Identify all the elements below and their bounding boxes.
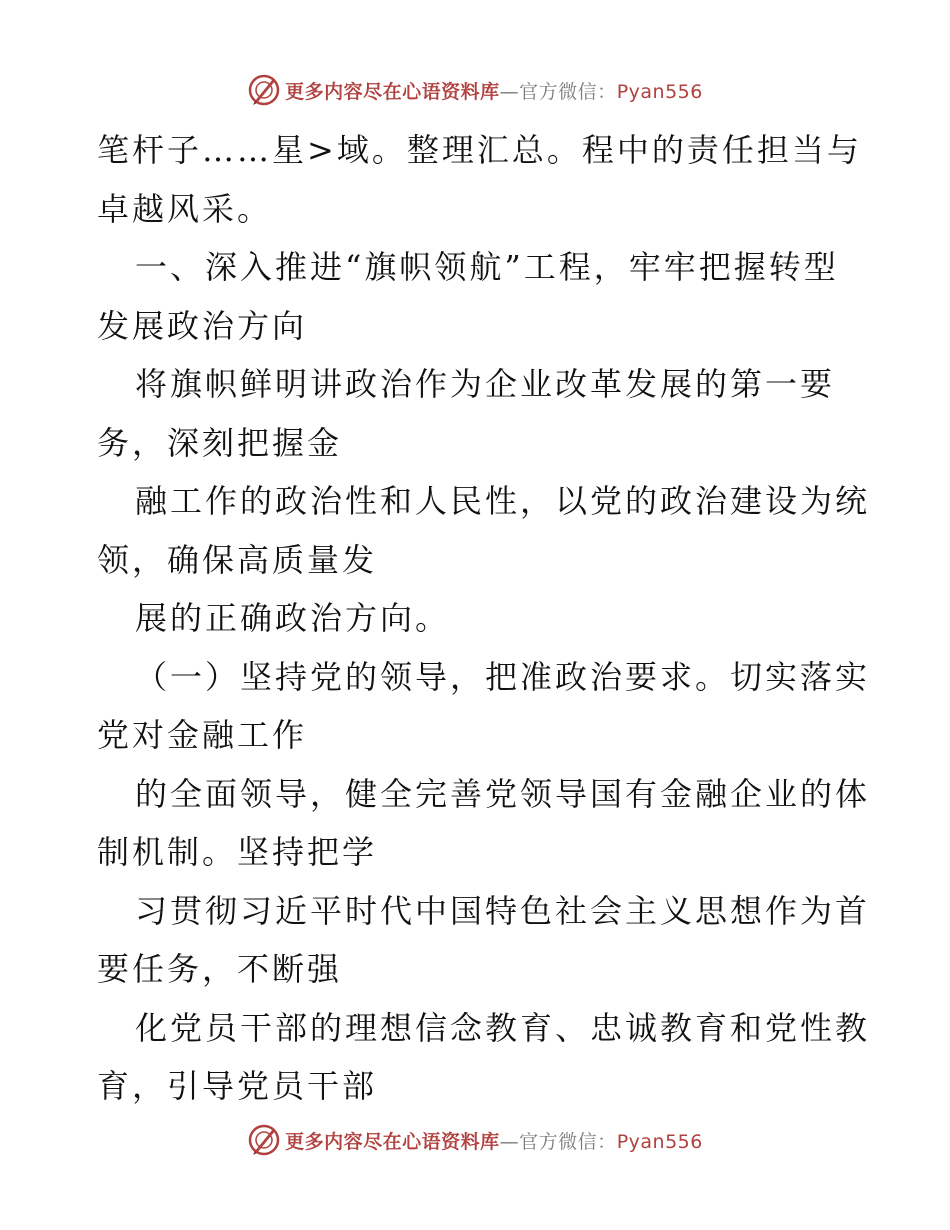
watermark-wechat-label: —官方微信： [499,1130,617,1153]
text-line: 领，确保高质量发 [97,540,378,579]
section-heading-cont: 发展政治方向 [97,306,308,345]
text-line: 育，引导党员干部 [97,1067,378,1105]
watermark-library-text: 更多内容尽在心语资料库 [285,1130,500,1153]
pen-logo-icon [247,73,281,107]
pen-logo-icon [247,1123,281,1157]
watermark-wechat-id: Pyan556 [616,80,703,103]
footer-watermark [0,1120,950,1160]
text-line: 要任务，不断强 [97,950,343,988]
watermark-wechat-id: Pyan556 [616,1130,703,1153]
text-line: 党对金融工作 [97,716,308,754]
watermark-library-text: 更多内容尽在心语资料库 [285,80,500,103]
watermark-wechat-label: —官方微信： [499,80,617,103]
text-line: 的全面领导，健全完善党领导国有金融企业的体 [135,774,871,813]
document-body [97,121,871,1116]
text-line: 卓越风采。 [97,189,273,228]
text-line: 展的正确政治方向。 [135,599,451,637]
text-line: 制机制。坚持把学 [97,833,378,871]
section-heading: 一、深入推进“旗帜领航”工程，牢牢把握转型 [135,248,839,286]
subsection-heading: （一）坚持党的领导，把准政治要求。切实落实 [135,657,871,696]
text-line: 习贯彻习近平时代中国特色社会主义思想作为首 [135,891,871,930]
text-line: 融工作的政治性和人民性，以党的政治建设为统 [135,482,871,520]
text-line: 将旗帜鲜明讲政治作为企业改革发展的第一要 [135,365,836,403]
text-line: 化党员干部的理想信念教育、忠诚教育和党性教 [135,1008,871,1047]
text-line: 务，深刻把握金 [97,423,343,462]
header-watermark [0,70,950,110]
text-line: 笔杆子……星>域。整理汇总。程中的责任担当与 [97,131,862,169]
